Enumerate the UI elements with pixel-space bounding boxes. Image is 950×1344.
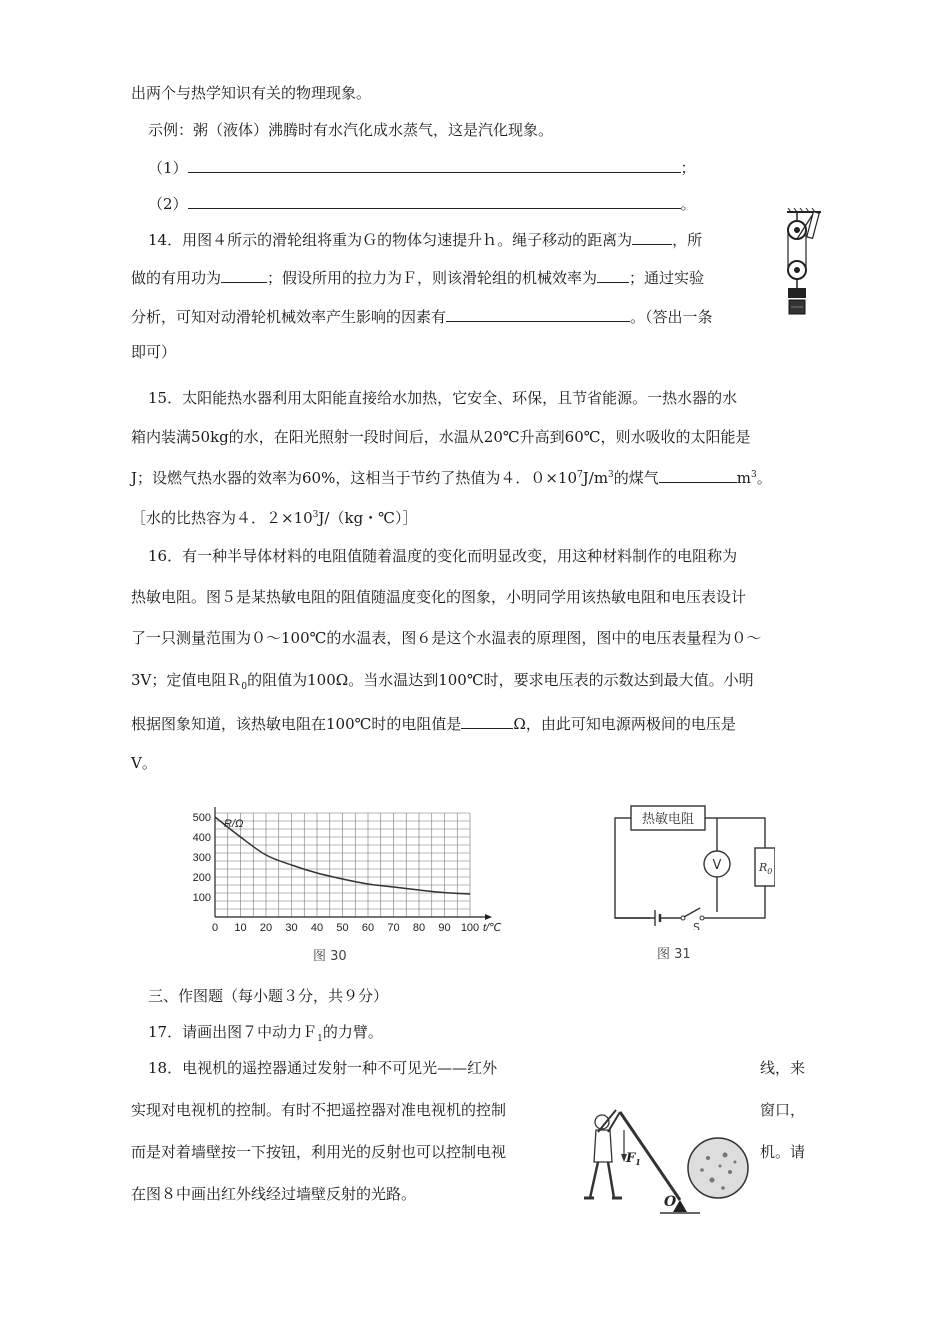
q18-line-3-right: 机。请 — [760, 1143, 806, 1161]
q18-line-2: 实现对电视机的控制。有时不把遥控器对准电视机的控制 — [131, 1101, 507, 1119]
resistance-temperature-chart — [180, 805, 520, 940]
q14-blank-distance[interactable] — [632, 228, 672, 245]
force-label: $F_1$ — [626, 1151, 641, 1167]
circuit-diagram — [605, 800, 775, 930]
q14-text-a: 14．用图４所示的滑轮组将重为Ｇ的物体匀速提升ｈ。绳子移动的距离为 — [148, 231, 633, 249]
q15-text-d1: ［水的比热容为４．２×10 — [131, 509, 313, 527]
q18-line-1-right: 线，来 — [760, 1059, 806, 1077]
q15-exp-1: 7 — [577, 470, 583, 480]
q14-text-f: 分析，可知对动滑轮机械效率产生影响的因素有 — [131, 308, 447, 326]
q16-text-d1: 3V；定值电阻Ｒ — [131, 671, 242, 689]
q17-line — [148, 1022, 383, 1042]
x-tick-label: 10 — [234, 922, 247, 934]
q18-line-2-right: 窗口， — [760, 1101, 806, 1119]
answer-label-1: （1） — [148, 159, 188, 177]
q14-blank-factor[interactable] — [446, 305, 630, 322]
example-line: 示例：粥（液体）沸腾时有水汽化成水蒸气，这是汽化现象。 — [148, 121, 554, 139]
q16-line-2: 热敏电阻。图５是某热敏电阻的阻值随温度变化的图象，小明同学用该热敏电阻和电压表设计 — [131, 588, 747, 606]
q14-blank-efficiency[interactable] — [597, 266, 629, 283]
q17-sub: 1 — [317, 1034, 323, 1044]
q14-blank-work[interactable] — [221, 266, 267, 283]
x-axis-label: t/℃ — [483, 922, 502, 934]
x-tick-label: 50 — [336, 922, 349, 934]
x-tick-label: 70 — [387, 922, 400, 934]
boulder — [688, 1138, 748, 1198]
x-tick-label: 90 — [438, 922, 451, 934]
q14-line-1 — [148, 228, 702, 250]
x-tick-label: 20 — [259, 922, 273, 934]
q17-text-1: 17．请画出图７中动力Ｆ — [148, 1023, 318, 1041]
y-tick-label: 100 — [192, 892, 211, 904]
q15-text-c2: J/m — [582, 469, 609, 487]
y-axis-label: R/Ω — [224, 818, 244, 830]
q16-sub: 0 — [241, 682, 248, 692]
q15-line-3 — [131, 466, 772, 488]
q15-line-2: 箱内装满50kg的水，在阳光照射一段时间后，水温从20℃升高到60℃，则水吸收的太阳能是 — [131, 428, 751, 446]
q18-line-1: 18．电视机的遥控器通过发射一种不可见光——红外 — [148, 1059, 498, 1077]
q16-line-3: 了一只测量范围为０～100℃的水温表，图６是这个水温表的原理图，图中的电压表量程为０～ — [131, 629, 762, 647]
x-axis-arrow — [485, 914, 492, 920]
q18-line-3: 而是对着墙壁按一下按钮，利用光的反射也可以控制电视 — [131, 1143, 507, 1161]
q15-exp-2: 3 — [608, 470, 614, 480]
y-tick-label: 400 — [192, 832, 211, 844]
resistor-label: $R_0$ — [759, 861, 773, 876]
answer-end-2: 。 — [680, 195, 696, 213]
y-tick-label: 500 — [192, 812, 211, 824]
q14-text-b: ，所 — [672, 231, 703, 249]
q15-text-d2: J/（kg・℃）］ — [318, 509, 418, 527]
q14-line-4: 即可） — [131, 343, 177, 361]
q14-line-3 — [131, 305, 713, 327]
answer-blank-2[interactable] — [188, 192, 681, 209]
q16-line-6: V。 — [131, 754, 157, 772]
answer-line-2 — [148, 192, 696, 214]
y-tick-label: 300 — [192, 852, 211, 864]
figure-31-caption: 图 31 — [657, 947, 691, 962]
q16-text-e2: Ω，由此可知电源两极间的电压是 — [513, 715, 736, 733]
answer-end-1: ； — [680, 159, 696, 177]
answer-label-2: （2） — [148, 195, 188, 213]
x-tick-label: 40 — [310, 922, 324, 934]
q14-text-c: 做的有用功为 — [131, 269, 222, 287]
y-tick-label: 200 — [192, 872, 211, 884]
x-tick-label: 100 — [460, 922, 480, 934]
q14-line-2 — [131, 266, 704, 288]
thermistor-label: 热敏电阻 — [641, 812, 695, 827]
q15-exp-3: 3 — [751, 470, 757, 480]
q17-text-2: 的力臂。 — [322, 1023, 383, 1041]
q15-exp-4: 3 — [312, 510, 319, 520]
q16-blank-resistance[interactable] — [461, 712, 513, 729]
q15-text-c5: 。 — [756, 469, 772, 487]
figure-30-caption: 图 30 — [313, 949, 347, 964]
q15-text-c1: J；设燃气热水器的效率为60%，这相当于节约了热值为４．０×10 — [131, 469, 578, 487]
q16-text-d2: 的阻值为100Ω。当水温达到100℃时，要求电压表的示数达到最大值。小明 — [247, 671, 754, 689]
answer-line-1 — [148, 156, 696, 178]
q15-line-4 — [131, 508, 417, 528]
q15-text-c3: 的煤气 — [613, 469, 659, 487]
q14-text-d: ；假设所用的拉力为Ｆ，则该滑轮组的机械效率为 — [267, 269, 598, 287]
q14-text-e: ；通过实验 — [629, 269, 705, 287]
q16-line-1: 16．有一种半导体材料的电阻值随着温度的变化而明显改变，用这种材料制作的电阻称为 — [148, 547, 738, 565]
q15-blank-volume[interactable] — [659, 466, 737, 483]
pulley-figure — [783, 208, 825, 320]
x-tick-label: 0 — [211, 922, 219, 934]
pivot-label: O — [664, 1194, 677, 1210]
q18-line-4: 在图８中画出红外线经过墙壁反射的光路。 — [131, 1185, 417, 1203]
x-tick-label: 60 — [361, 922, 375, 934]
voltmeter-label: V — [712, 858, 722, 873]
q16-text-e1: 根据图象知道，该热敏电阻在100℃时的电阻值是 — [131, 715, 462, 733]
lever-figure — [580, 1100, 750, 1215]
q16-line-5 — [131, 712, 736, 734]
x-tick-label: 30 — [285, 922, 298, 934]
q15-line-1: 15．太阳能热水器利用太阳能直接给水加热，它安全、环保，且节省能源。一热水器的水 — [148, 389, 738, 407]
q16-line-4 — [131, 670, 754, 690]
section-3-heading: 三、作图题（每小题３分，共９分） — [148, 987, 389, 1005]
text-line: 出两个与热学知识有关的物理现象。 — [131, 84, 372, 102]
q15-text-c4: m — [736, 469, 752, 487]
x-tick-label: 80 — [412, 922, 426, 934]
answer-blank-1[interactable] — [188, 156, 681, 173]
switch-label: S — [693, 921, 700, 930]
q14-text-g: 。（答出一条 — [630, 308, 713, 326]
